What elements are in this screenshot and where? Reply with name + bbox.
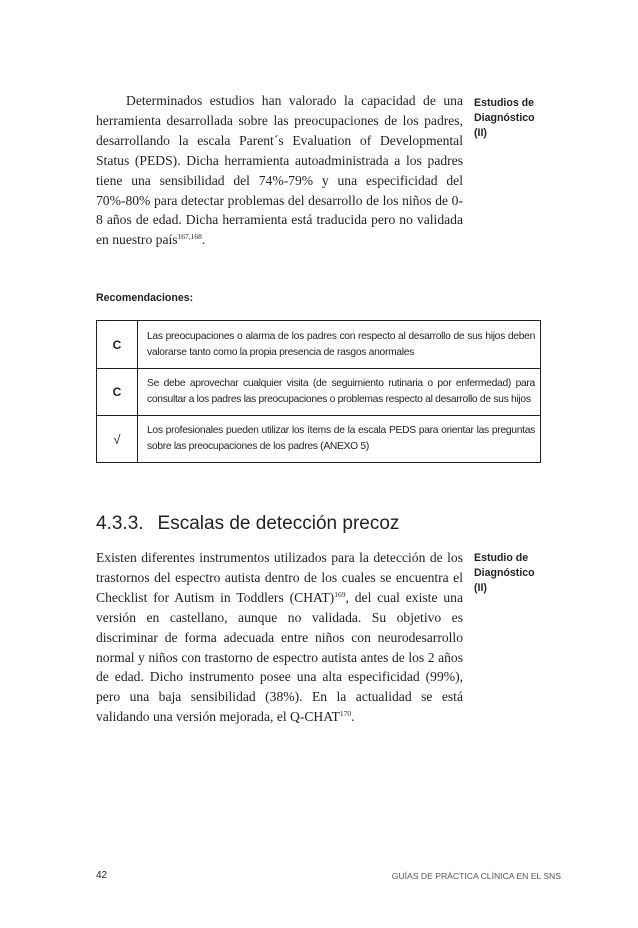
- good-practice-check-icon: √: [97, 416, 138, 463]
- sidenote-line: (II): [474, 127, 487, 140]
- citation-ref: 169: [334, 589, 346, 599]
- grade-cell: C: [97, 369, 138, 416]
- paragraph-peds: [96, 91, 463, 250]
- paragraph-chat-text-b: , del cual existe una versión en castellano, aunque no validada. Su objetivo es discriminar de forma adecuada entre niños con neurodesarrollo normal y niños con trastorno de espectro autista antes de los 2 años de edad. Dicho instrumento posee una alta especificidad (99%), pero una baja sensibilidad (38%). En la actualidad se está validando una versión mejorada, el Q-CHAT: [96, 589, 464, 725]
- table-row: [97, 369, 541, 416]
- sidenote-line: Diagnóstico: [474, 567, 535, 580]
- citation-ref: 170: [339, 709, 352, 719]
- citation-ref: 167,168: [177, 232, 202, 242]
- section-title: Escalas de detección precoz: [157, 513, 400, 534]
- paragraph-chat-text-a: Existen diferentes instrumentos utilizados para la detección de los trastornos del espectro autista dentro de los cuales se encuentra el Checklist for Autism in Toddlers (CHAT): [96, 550, 463, 605]
- page-number: 42: [96, 870, 108, 881]
- sidenote-line: Diagnóstico: [474, 112, 535, 125]
- evidence-sidenote: [474, 96, 554, 142]
- paragraph-peds-text: Determinados estudios han valorado la capacidad de una herramienta desarrollada sobre las preocupaciones de los padres, desarrollando la escala Parent´s Evaluation of Developmental Status (PEDS). Dicha herramienta autoadministrada a los padres tiene una sensibilidad del 74%-79% y una especificidad del 70%-80% para detectar problemas del desarrollo de los niños de 0-8 años de edad. Dicha herramienta está traducida pero no validada en nuestro país: [96, 93, 463, 248]
- table-row: [97, 321, 541, 369]
- sidenote-line: Estudios de: [474, 97, 535, 109]
- recommendation-text: Las preocupaciones o alarma de los padres con respecto al desarrollo de sus hijos deben valorarse tanto como la propia presencia de rasgos anormales: [138, 321, 541, 369]
- recommendation-text: Se debe aprovechar cualquier visita (de seguimiento rutinaria o por enfermedad) para consultar a los padres las preocupaciones o problemas respecto al desarrollo de sus hijos: [138, 369, 541, 416]
- sidenote-line: Estudio de: [474, 552, 529, 564]
- table-row: [97, 416, 541, 463]
- paragraph-end: .: [351, 709, 355, 725]
- section-number: 4.3.3.: [96, 513, 144, 534]
- running-footer: GUÍAS DE PRÁCTICA CLÍNICA EN EL SNS: [391, 871, 561, 881]
- paragraph-chat: [96, 548, 463, 727]
- paragraph-end: .: [201, 232, 206, 248]
- section-heading: [96, 512, 399, 536]
- recommendation-text: Los profesionales pueden utilizar los ítems de la escala PEDS para orientar las preguntas sobre las preocupaciones de los padres (ANEXO 5): [138, 416, 541, 463]
- evidence-sidenote: [474, 551, 554, 597]
- sidenote-line: (II): [474, 582, 487, 595]
- grade-cell: C: [97, 321, 138, 369]
- recommendations-heading: Recomendaciones:: [96, 292, 194, 304]
- recommendations-table: [96, 320, 541, 463]
